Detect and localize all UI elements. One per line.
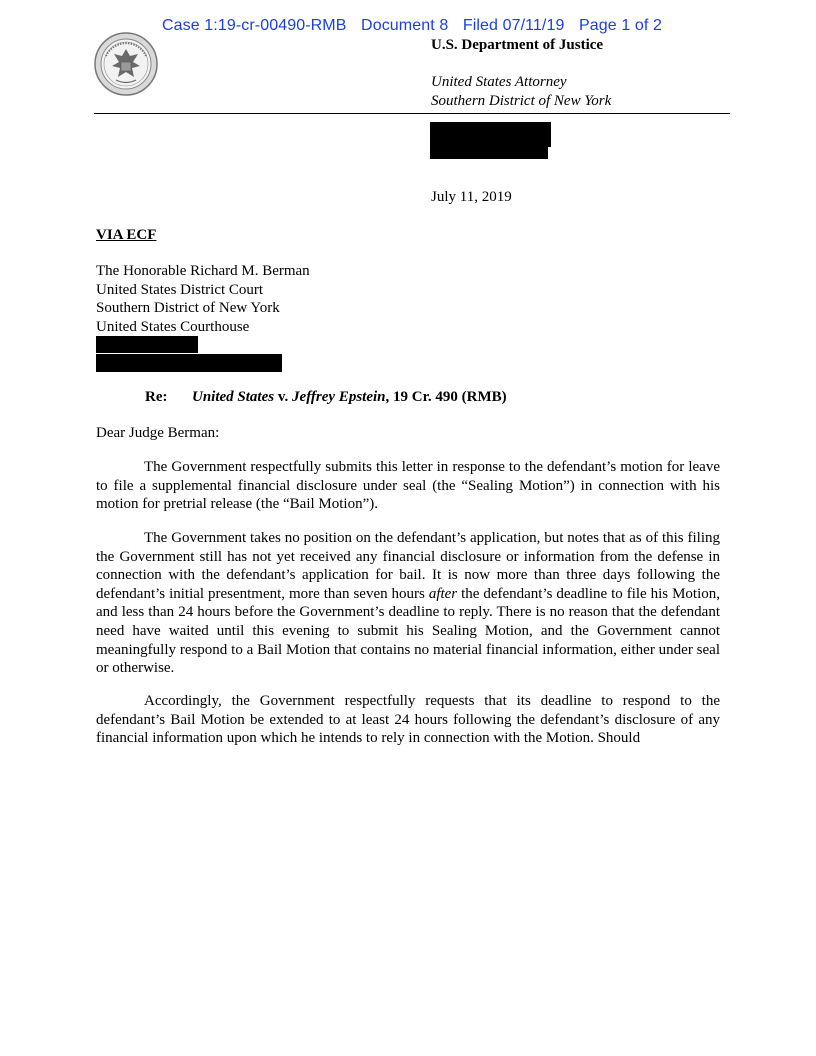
address-line: United States Courthouse [96,318,250,335]
plaintiff-name: United States [192,389,275,405]
document-number: Document 8 [361,17,449,34]
redaction-block [430,122,551,147]
case-citation: , 19 Cr. 490 (RMB) [385,389,507,405]
paragraph-2-part-a: The Government takes no position on the defendant’s application, but notes that as of this filing the Government still has not yet received any financial disclosure or information from the defense in connection with the defendant’s application for bail. It is now more than three days following the defendant’s initial presentment, more than seven hours [96,530,720,602]
versus: v. [274,389,293,405]
case-number: Case 1:19-cr-00490-RMB [162,17,347,34]
department-name: U.S. Department of Justice [431,37,604,53]
letterhead-rule [94,113,730,114]
defendant-name: Jeffrey Epstein [292,389,386,405]
address-line: United States District Court [96,281,264,298]
delivery-method: VIA ECF [96,227,157,243]
recipient-address [96,262,310,336]
re-label: Re: [145,389,168,405]
letter-date: July 11, 2019 [431,189,512,205]
filed-date: Filed 07/11/19 [462,17,565,34]
doj-seal-icon [94,32,158,96]
paragraph-2-part-b: the defendant’s deadline to file his Motion, and less than 24 hours before the Government’s deadline to reply. There is no reason that the defendant need have waited until this evening to submit his Sealing Motion, and the Government cannot meaningfully respond to a Bail Motion that contains no material financial information, either under seal or otherwise. [96,585,720,677]
address-line: The Honorable Richard M. Berman [96,263,310,279]
office-line-2: Southern District of New York [431,93,612,109]
paragraph-3: Accordingly, the Government respectfully requests that its deadline to respond to the defendant’s Bail Motion be extended to at least 24 hours following the defendant’s disclosure of any financial information upon which he intends to rely in connection with the Motion. Should [96,693,720,747]
re-line [145,389,507,406]
redaction-block [430,145,548,159]
paragraph-2-emphasis: after [428,585,458,602]
case-header [162,17,672,35]
office-name [431,73,611,111]
redaction-block [96,354,282,372]
office-line-1: United States Attorney [431,74,567,90]
redaction-block [96,336,198,353]
paragraph-2 [96,529,720,678]
salutation: Dear Judge Berman: [96,425,220,441]
paragraph-1: The Government respectfully submits this letter in response to the defendant’s motion for leave to file a supplemental financial disclosure under seal (the “Sealing Motion”) in connection with his motion for pretrial release (the “Bail Motion”). [96,459,720,513]
address-line: Southern District of New York [96,300,280,316]
page-number: Page 1 of 2 [579,17,662,34]
